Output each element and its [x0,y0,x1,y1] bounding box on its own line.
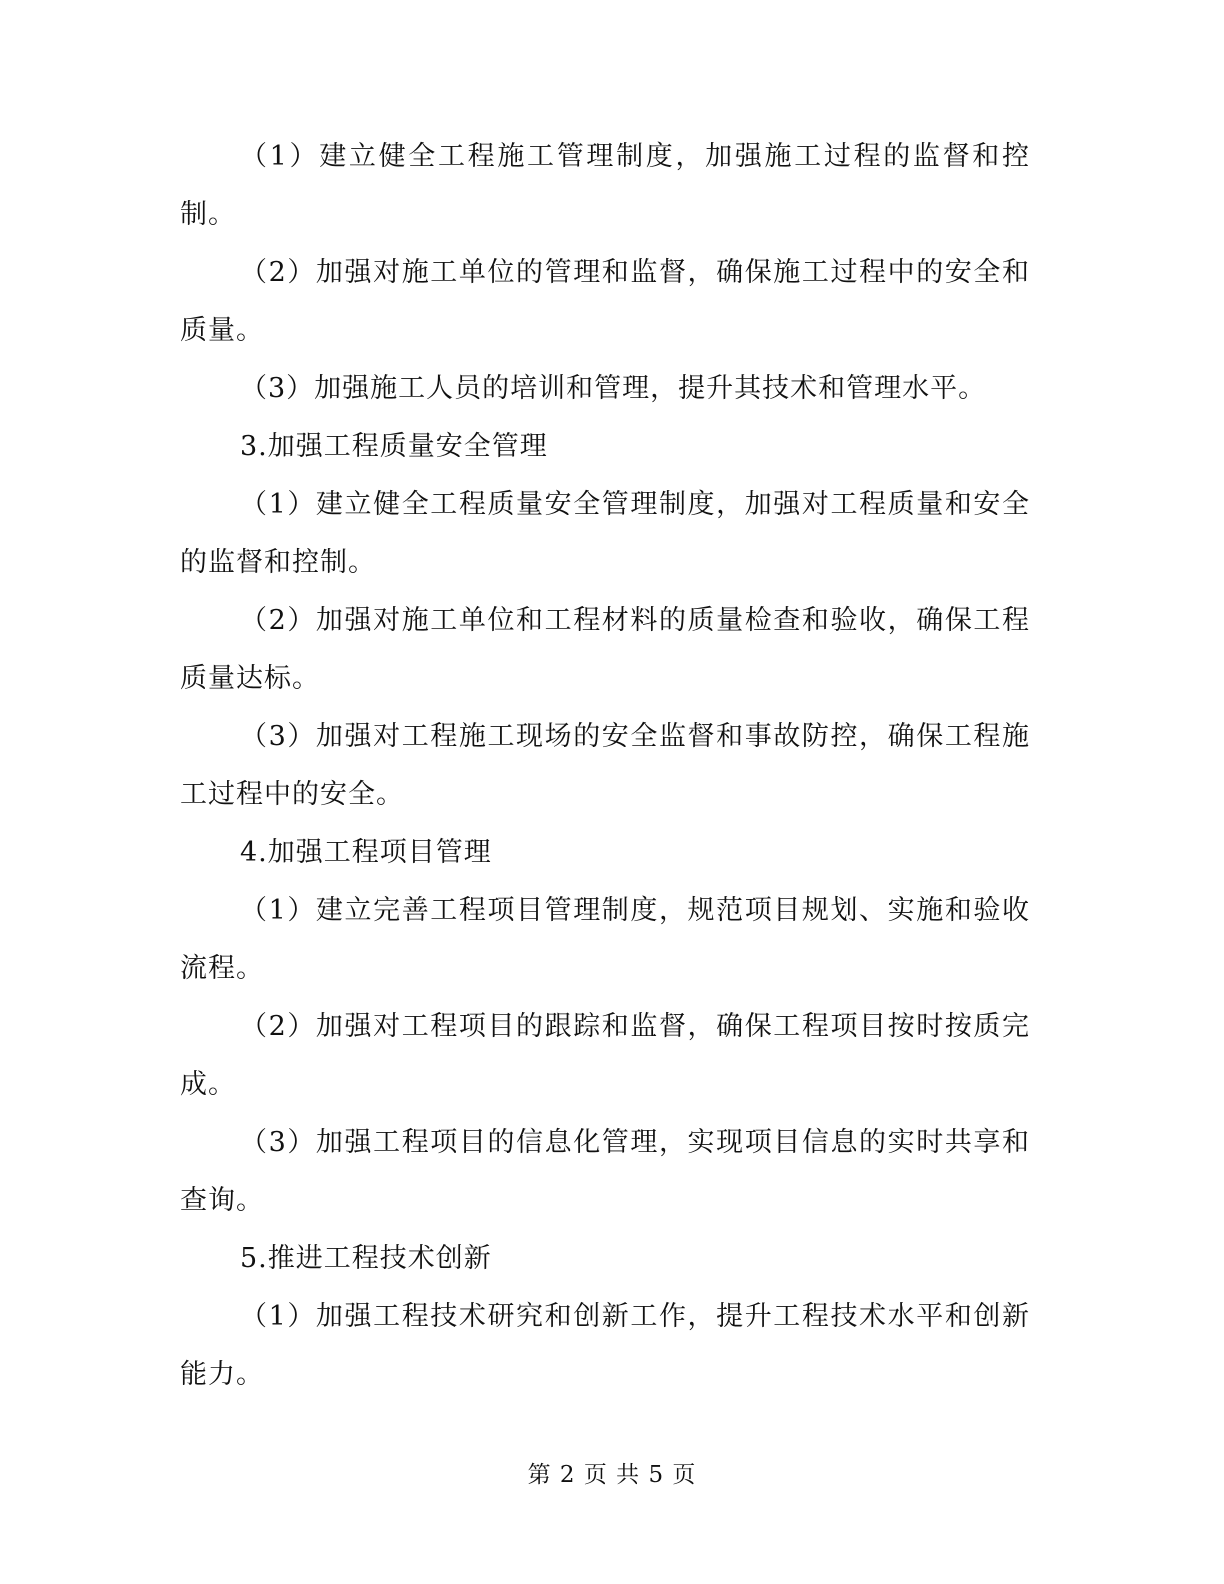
section-heading-quality-safety: 3.加强工程质量安全管理 [240,431,548,462]
list-item-project-management-system: （1）建立完善工程项目管理制度，规范项目规划、实施和验收流程。 [180,895,1030,984]
list-item-project-tracking: （2）加强对工程项目的跟踪和监督，确保工程项目按时按质完成。 [180,1011,1030,1100]
list-item-site-safety-supervision: （3）加强对工程施工现场的安全监督和事故防控，确保工程施工过程中的安全。 [180,721,1030,810]
list-item-staff-training: （3）加强施工人员的培训和管理，提升其技术和管理水平。 [240,373,987,404]
document-body [180,128,1030,1404]
list-item-construction-unit-supervision: （2）加强对施工单位的管理和监督，确保施工过程中的安全和质量。 [180,257,1030,346]
list-item-project-informatization: （3）加强工程项目的信息化管理，实现项目信息的实时共享和查询。 [180,1127,1030,1216]
list-item-construction-management-system: （1）建立健全工程施工管理制度，加强施工过程的监督和控制。 [180,141,1030,230]
section-heading-technology-innovation: 5.推进工程技术创新 [240,1243,492,1274]
section-heading-project-management: 4.加强工程项目管理 [240,837,492,868]
list-item-quality-safety-system: （1）建立健全工程质量安全管理制度，加强对工程质量和安全的监督和控制。 [180,489,1030,578]
list-item-technology-research: （1）加强工程技术研究和创新工作，提升工程技术水平和创新能力。 [180,1301,1030,1390]
page-footer: 第 2 页 共 5 页 [527,1462,697,1488]
list-item-material-inspection: （2）加强对施工单位和工程材料的质量检查和验收，确保工程质量达标。 [180,605,1030,694]
